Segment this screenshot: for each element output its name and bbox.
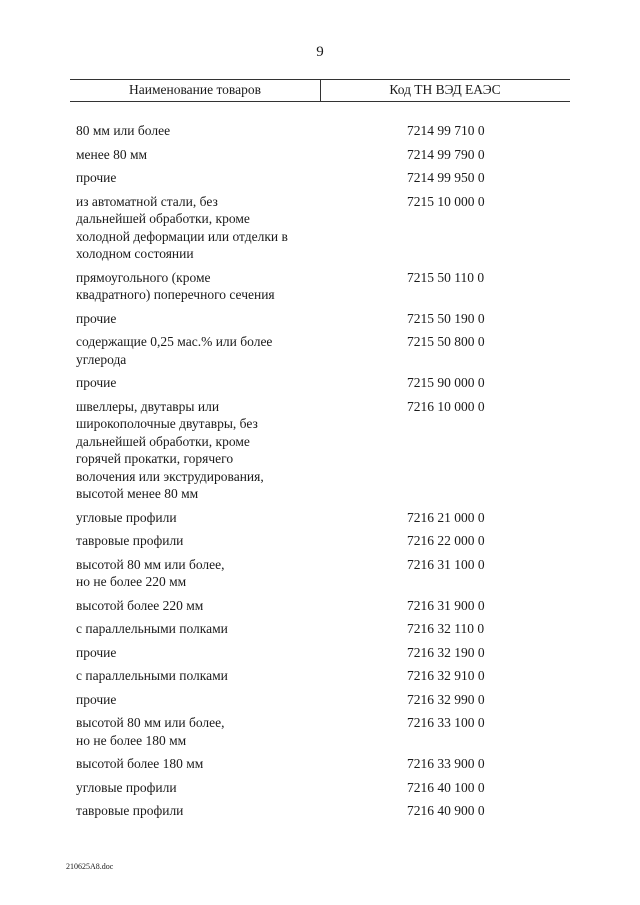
table-row (0, 779, 640, 797)
table-row (0, 714, 640, 749)
tn-ved-code-cell: 7216 10 000 0 (407, 398, 485, 414)
footer-filename: 210625A8.doc (66, 862, 114, 871)
goods-name-cell: прочие (76, 310, 117, 326)
tn-ved-code-cell: 7216 32 190 0 (407, 644, 485, 660)
table-row (0, 509, 640, 527)
goods-name-cell: прямоугольного (кроме квадратного) поперечного сечения (76, 269, 275, 302)
tn-ved-code-cell: 7214 99 710 0 (407, 123, 485, 138)
header-goods-name: Наименование товаров (128, 82, 261, 97)
tn-ved-code-cell: 7216 31 900 0 (407, 597, 485, 613)
table-row (0, 269, 640, 304)
goods-name-cell: швеллеры, двутавры или широкополочные двутавры, без дальнейшей обработки, кроме горячей прокатки, горячего волочения или экструдирования, высотой менее 80 мм (76, 398, 264, 501)
tn-ved-code-cell: 7215 90 000 0 (407, 375, 485, 390)
table-row (0, 193, 640, 263)
table-row (0, 597, 640, 615)
goods-name-cell: прочие (76, 170, 117, 185)
tn-ved-code-cell: 7216 32 990 0 (407, 691, 485, 707)
tn-ved-code-cell: 7216 32 910 0 (407, 668, 485, 683)
tn-ved-code-cell: 7215 10 000 0 (407, 193, 485, 209)
tn-ved-code-cell: 7216 21 000 0 (407, 509, 485, 525)
goods-name-cell: менее 80 мм (76, 146, 148, 162)
table-row (0, 755, 640, 773)
tn-ved-code-cell: 7216 40 900 0 (407, 803, 485, 818)
table-row (0, 310, 640, 328)
table-row (0, 374, 640, 392)
tn-ved-code-cell: 7216 40 100 0 (407, 779, 485, 795)
goods-name-cell: угловые профили (76, 779, 177, 795)
tn-ved-code-cell: 7216 32 110 0 (407, 621, 485, 636)
goods-name-cell: высотой более 220 мм (76, 597, 204, 613)
tn-ved-code-cell: 7214 99 950 0 (407, 170, 485, 185)
header-tn-ved-code: Код ТН ВЭД ЕАЭС (389, 82, 501, 97)
tn-ved-code-cell: 7216 31 100 0 (407, 556, 485, 572)
tn-ved-code-cell: 7215 50 190 0 (407, 310, 485, 326)
goods-name-cell: содержащие 0,25 мас.% или более углерода (76, 334, 273, 367)
goods-name-cell: высотой 80 мм или более, но не более 220 мм (76, 556, 225, 589)
table-row (0, 556, 640, 591)
table-body (0, 122, 640, 826)
goods-name-cell: прочие (76, 691, 117, 707)
tn-ved-code-cell: 7216 33 900 0 (407, 756, 485, 771)
table-row (0, 802, 640, 820)
goods-name-cell: прочие (76, 644, 117, 660)
table-row (0, 532, 640, 550)
table-row (0, 644, 640, 662)
table-row (0, 169, 640, 187)
goods-name-cell: из автоматной стали, без дальнейшей обработки, кроме холодной деформации или отделки в холодном состоянии (76, 193, 288, 261)
tn-ved-code-cell: 7214 99 790 0 (407, 146, 485, 162)
tn-ved-code-cell: 7216 33 100 0 (407, 715, 485, 730)
table-row (0, 122, 640, 140)
table-row (0, 146, 640, 164)
table-row (0, 691, 640, 709)
table-row (0, 333, 640, 368)
goods-name-cell: с параллельными полками (76, 668, 228, 683)
tn-ved-code-cell: 7215 50 110 0 (407, 269, 485, 285)
goods-name-cell: тавровые профили (76, 803, 184, 818)
table-row (0, 398, 640, 503)
table-header-rule (70, 101, 570, 102)
goods-name-cell: тавровые профили (76, 533, 184, 548)
goods-name-cell: прочие (76, 375, 117, 390)
goods-name-cell: угловые профили (76, 509, 177, 525)
goods-name-cell: высотой более 180 мм (76, 756, 204, 771)
table-row (0, 620, 640, 638)
goods-name-cell: с параллельными полками (76, 621, 228, 636)
tn-ved-code-cell: 7216 22 000 0 (407, 533, 485, 548)
goods-name-cell: высотой 80 мм или более, но не более 180 мм (76, 715, 225, 748)
page-number: 9 (316, 44, 324, 60)
tn-ved-code-cell: 7215 50 800 0 (407, 334, 485, 349)
table-row (0, 667, 640, 685)
goods-name-cell: 80 мм или более (76, 123, 171, 138)
